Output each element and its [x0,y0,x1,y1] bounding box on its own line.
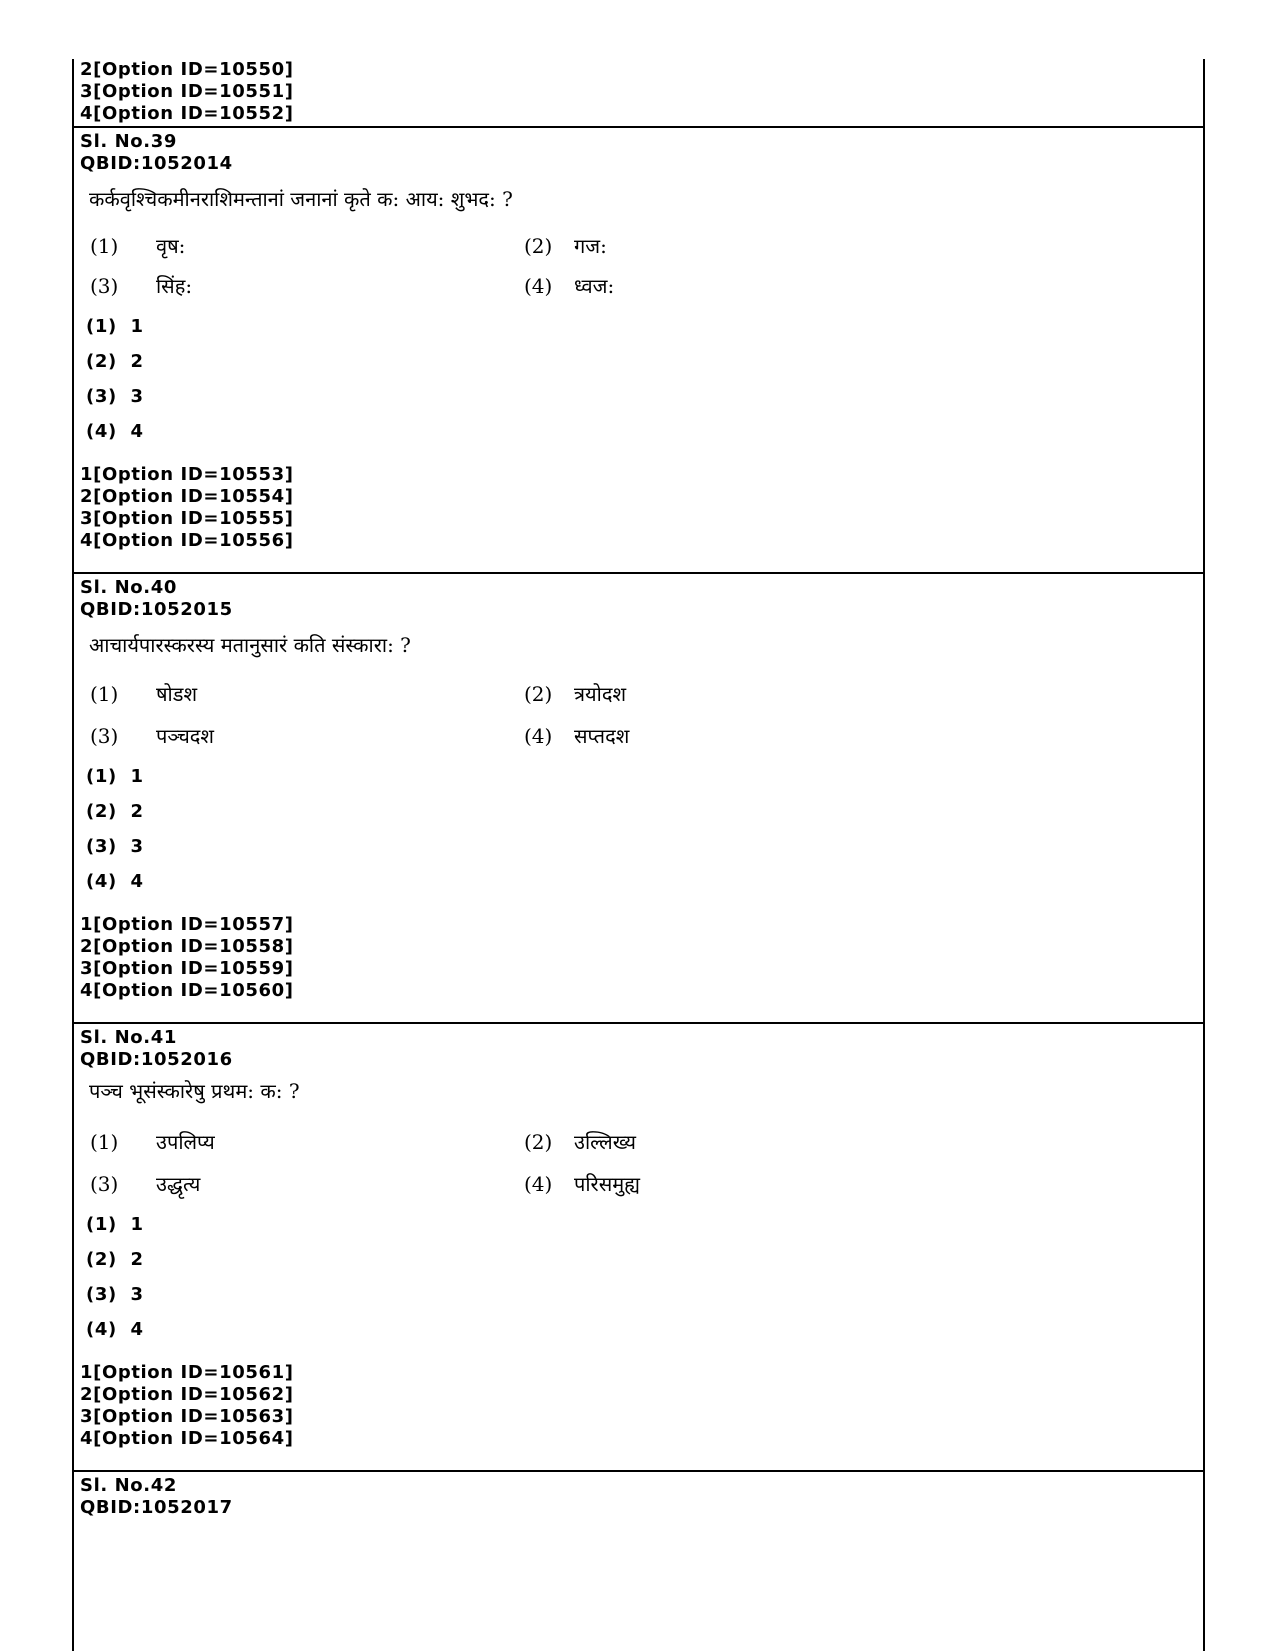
question-paper-frame [72,59,1205,1651]
option-row [74,232,1203,260]
option-number: (1) [90,1130,119,1154]
answer-choice: (2) 2 [86,351,144,372]
option-row [74,1170,1203,1198]
answer-choice: (1) 1 [86,766,144,787]
qbid: QBID:1052015 [80,599,233,620]
answer-choices [86,766,144,906]
option-number: (1) [90,234,119,258]
qbid: QBID:1052016 [80,1049,233,1070]
option-id: 2[Option ID=10554] [80,486,294,507]
serial-number: Sl. No.40 [80,577,177,598]
option-number: (4) [524,724,553,748]
option-text: उपलिप्य [156,1130,215,1154]
option-number: (2) [524,682,553,706]
option-id-list [80,464,294,552]
answer-choice: (3) 3 [86,1284,144,1305]
option-row [74,272,1203,300]
option-id: 1[Option ID=10553] [80,464,294,485]
qbid: QBID:1052014 [80,153,233,174]
section-divider [74,126,1203,128]
option-id: 4[Option ID=10564] [80,1428,294,1449]
answer-choice: (4) 4 [86,1319,144,1340]
option-text: त्रयोदश [574,682,627,706]
answer-choice: (3) 3 [86,386,144,407]
section-divider [74,1470,1203,1472]
option-id-list-prev [80,59,294,125]
answer-choice: (3) 3 [86,836,144,857]
option-id: 3[Option ID=10559] [80,958,294,979]
question-header [80,131,233,175]
option-id: 2[Option ID=10550] [80,59,294,80]
option-text: गज: [574,234,607,258]
answer-choice: (4) 4 [86,871,144,892]
option-id-list [80,914,294,1002]
answer-choice: (1) 1 [86,1214,144,1235]
option-id: 1[Option ID=10557] [80,914,294,935]
option-row [74,722,1203,750]
option-number: (3) [90,274,119,298]
option-id: 2[Option ID=10562] [80,1384,294,1405]
option-id: 2[Option ID=10558] [80,936,294,957]
question-text: पञ्च भूसंस्कारेषु प्रथम: क: ? [89,1079,300,1103]
answer-choice: (1) 1 [86,316,144,337]
serial-number: Sl. No.41 [80,1027,177,1048]
serial-number: Sl. No.39 [80,131,177,152]
section-divider [74,1022,1203,1024]
option-text: ध्वज: [574,274,615,298]
question-header [80,577,233,621]
option-number: (3) [90,1172,119,1196]
option-number: (2) [524,234,553,258]
option-id: 4[Option ID=10560] [80,980,294,1001]
option-text: परिसमुह्य [574,1172,640,1196]
option-text: सप्तदश [574,724,630,748]
option-id: 4[Option ID=10556] [80,530,294,551]
option-text: पञ्चदश [156,724,215,748]
option-text: उल्लिख्य [574,1130,637,1154]
option-id: 3[Option ID=10551] [80,81,294,102]
section-divider [74,572,1203,574]
option-id: 4[Option ID=10552] [80,103,294,124]
option-number: (2) [524,1130,553,1154]
option-row [74,680,1203,708]
option-id: 3[Option ID=10563] [80,1406,294,1427]
option-number: (3) [90,724,119,748]
option-number: (4) [524,274,553,298]
question-text: कर्कवृश्चिकमीनराशिमन्तानां जनानां कृते क: आय: शुभद: ? [89,187,513,211]
answer-choices [86,1214,144,1354]
qbid: QBID:1052017 [80,1497,233,1518]
serial-number: Sl. No.42 [80,1475,177,1496]
option-id-list [80,1362,294,1450]
answer-choice: (2) 2 [86,801,144,822]
answer-choice: (2) 2 [86,1249,144,1270]
option-text: षोडश [156,682,198,706]
option-id: 1[Option ID=10561] [80,1362,294,1383]
option-row [74,1128,1203,1156]
option-text: सिंह: [156,274,193,298]
option-id: 3[Option ID=10555] [80,508,294,529]
option-text: उद्धृत्य [156,1172,201,1196]
question-text: आचार्यपारस्करस्य मतानुसारं कति संस्कारा: ? [89,633,411,657]
option-text: वृष: [156,234,186,258]
option-number: (1) [90,682,119,706]
question-header [80,1027,233,1071]
question-header [80,1475,233,1519]
answer-choice: (4) 4 [86,421,144,442]
option-number: (4) [524,1172,553,1196]
answer-choices [86,316,144,456]
